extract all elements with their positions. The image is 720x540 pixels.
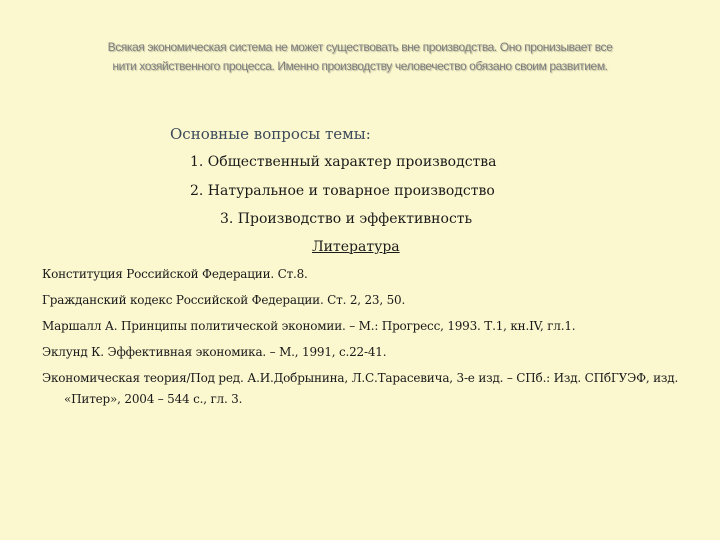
intro-heading <box>40 38 680 76</box>
literature-list <box>42 264 692 415</box>
literature-ref-4: Эклунд К. Эффективная экономика. – М., 1991, с.22-41. <box>42 345 387 359</box>
literature-ref-3: Маршалл А. Принципы политической экономии. – М.: Прогресс, 1993. Т.1, кн.IV, гл.1. <box>42 319 576 333</box>
intro-heading-line-2: нити хозяйственного процесса. Именно производству человечество обязано своим развитием. <box>112 59 608 73</box>
literature-ref-2: Гражданский кодекс Российской Федерации. Ст. 2, 23, 50. <box>42 293 406 307</box>
topics-title: Основные вопросы темы: <box>170 125 371 143</box>
topic-item-2: 2. Натуральное и товарное производство <box>190 183 495 199</box>
topic-item-3: 3. Производство и эффективность <box>220 211 473 227</box>
literature-ref-1: Конституция Российской Федерации. Ст.8. <box>42 267 308 281</box>
topic-item-1: 1. Общественный характер производства <box>190 154 497 170</box>
literature-title: Литература <box>312 239 400 255</box>
intro-heading-line-1: Всякая экономическая система не может существовать вне производства. Оно пронизывает все <box>107 40 613 54</box>
literature-ref-5: Экономическая теория/Под ред. А.И.Добрынина, Л.С.Тарасевича, 3-е изд. – СПб.: Изд. СПбГУЭФ, изд. «Питер», 2004 – 544 с., гл. 3. <box>42 371 679 406</box>
